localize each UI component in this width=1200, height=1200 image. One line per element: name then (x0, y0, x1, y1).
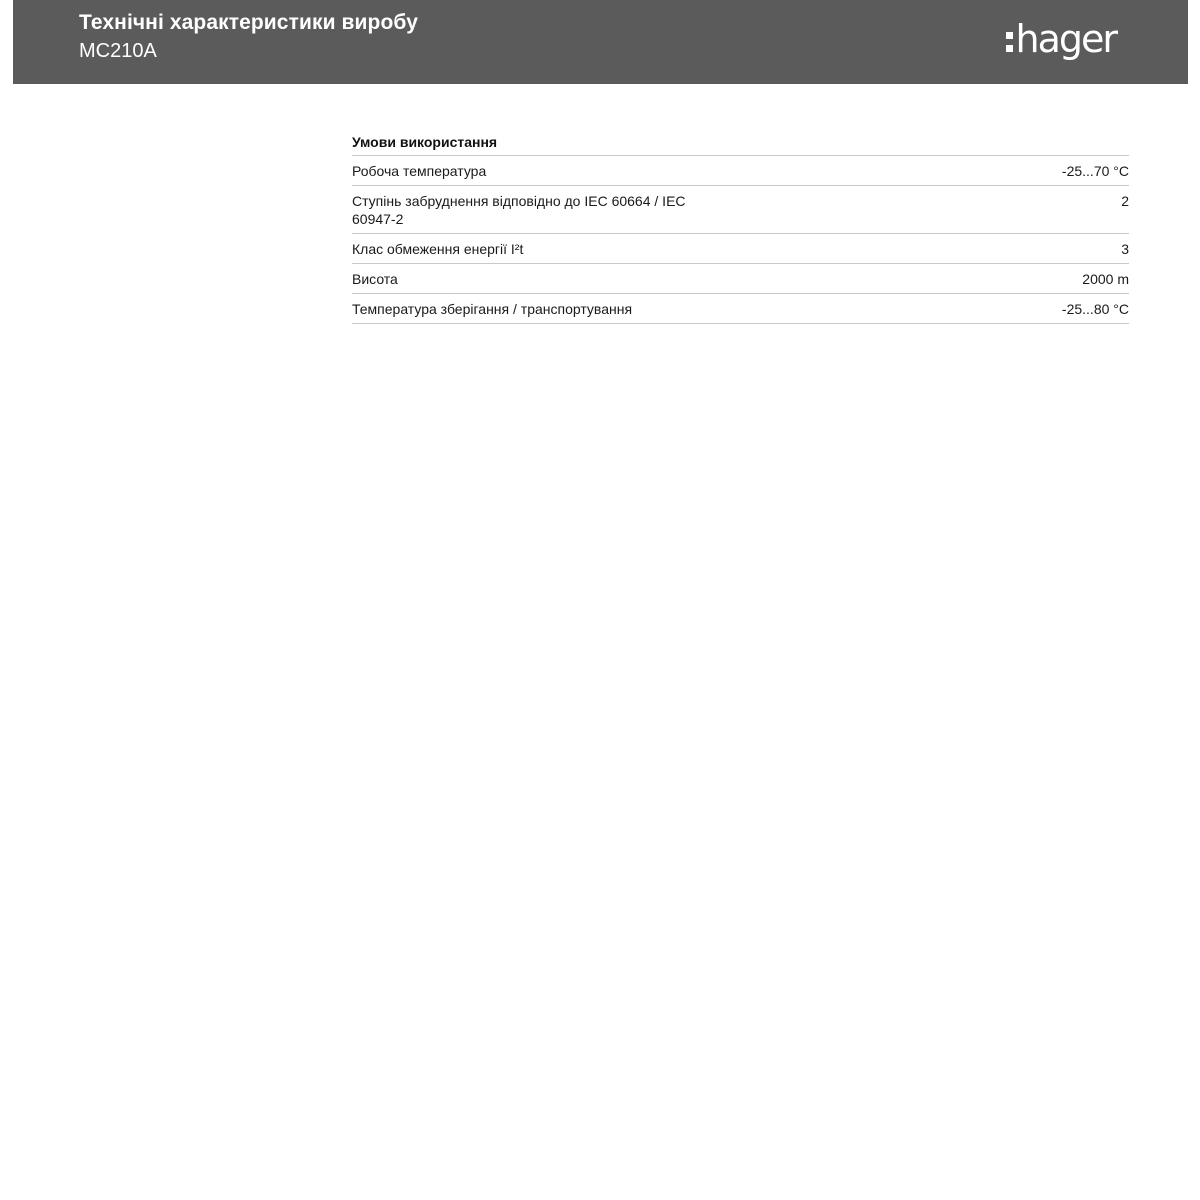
spec-value: 2 (1121, 193, 1129, 209)
spec-value: 2000 m (1082, 271, 1129, 287)
spec-row (352, 294, 1129, 324)
usage-conditions-section (352, 126, 1129, 324)
spec-label: Ступінь забруднення відповідно до IEC 60664 / IEC 60947-2 (352, 193, 686, 227)
spec-row (352, 264, 1129, 294)
spec-value: -25...80 °C (1061, 301, 1129, 317)
spec-label: Температура зберігання / транспортування (352, 301, 633, 317)
logo-colon-icon (1006, 32, 1013, 52)
logo-wordmark: hager (1015, 17, 1116, 61)
spec-value: 3 (1121, 241, 1129, 257)
document-header (13, 0, 1188, 84)
spec-label: Висота (352, 271, 398, 287)
section-title: Умови використання (352, 126, 1129, 156)
spec-label: Клас обмеження енергії I²t (352, 241, 524, 257)
spec-label: Робоча температура (352, 163, 487, 179)
product-code: MC210A (79, 40, 157, 62)
spec-row (352, 234, 1129, 264)
spec-row (352, 156, 1129, 186)
document-title: Технічні характеристики виробу (79, 11, 418, 34)
spec-row (352, 186, 1129, 234)
hager-logo (1006, 16, 1117, 62)
spec-value: -25...70 °C (1061, 163, 1129, 179)
